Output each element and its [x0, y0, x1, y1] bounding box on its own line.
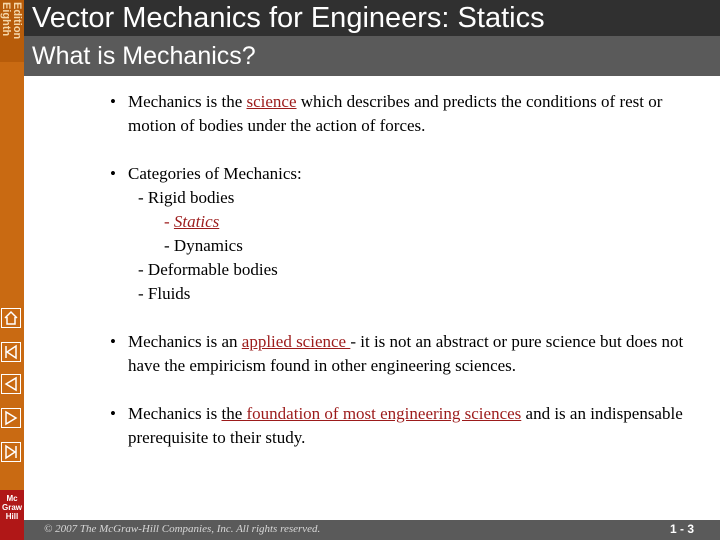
science-link[interactable]: science	[246, 92, 297, 111]
bullet-applied: • Mechanics is an applied science - it is not an abstract or pure science but does not have the empiricism found in other engineering sciences.	[100, 330, 700, 378]
slide-content	[100, 90, 700, 474]
page-title: Vector Mechanics for Engineers: Statics	[32, 2, 545, 34]
bullet-text: Mechanics is the science which describes and predicts the conditions of rest or motion of bodies under the action of forces.	[128, 92, 663, 135]
bullet-text: Mechanics is an applied science - it is not an abstract or pure science but does not have the empiricism found in other engineering sciences.	[128, 332, 684, 375]
edition-line1: Eighth	[0, 2, 12, 37]
categories-title: Categories of Mechanics:	[128, 164, 302, 183]
bullet-foundation: • Mechanics is the foundation of most engineering sciences and is an indispensable prerequisite to their study.	[100, 402, 700, 450]
category-fluids: - Fluids	[138, 284, 191, 303]
page-number: 1 - 3	[669, 522, 694, 536]
applied-science-link[interactable]: applied science	[241, 332, 351, 351]
slide-subtitle: What is Mechanics?	[32, 42, 256, 70]
edition-line2: Edition	[11, 2, 23, 40]
bullet-text: Mechanics is the foundation of most engineering sciences and is an indispensable prerequisite to their study.	[128, 404, 683, 447]
mcgraw-hill-logo: Mc Graw Hill	[0, 490, 24, 540]
category-dynamics: - Dynamics	[164, 236, 243, 255]
first-icon[interactable]	[1, 342, 21, 362]
edition-badge	[0, 0, 24, 62]
category-rigid: - Rigid bodies	[138, 188, 235, 207]
foundation-link[interactable]: foundation of most engineering sciences	[246, 404, 522, 423]
copyright-text: © 2007 The McGraw-Hill Companies, Inc. All rights reserved.	[44, 523, 321, 535]
title-band	[24, 0, 720, 36]
home-icon[interactable]	[1, 308, 21, 328]
statics-link[interactable]: Statics	[173, 212, 220, 231]
category-deformable: - Deformable bodies	[138, 260, 278, 279]
footer-bar	[24, 520, 720, 540]
previous-icon[interactable]	[1, 374, 21, 394]
next-icon[interactable]	[1, 408, 21, 428]
category-statics: - Statics	[164, 212, 220, 231]
bullet-definition: • Mechanics is the science which describes and predicts the conditions of rest or motion of bodies under the action of forces.	[100, 90, 700, 138]
subtitle-band	[24, 36, 720, 76]
bullet-categories: • Categories of Mechanics: - Rigid bodies - Statics - Dynamics - Deformable bodies - Fluids	[100, 162, 700, 306]
last-icon[interactable]	[1, 442, 21, 462]
